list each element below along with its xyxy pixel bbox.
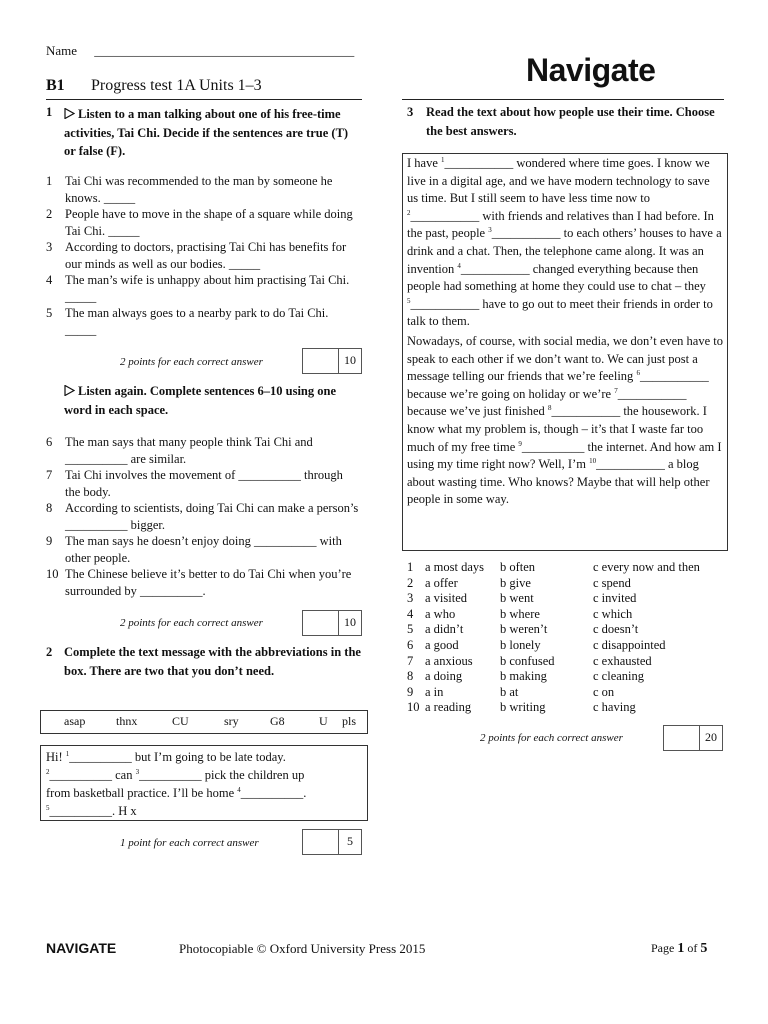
list-item: 4 The man’s wife is unhappy about him practising Tai Chi. _____ [46,273,350,304]
option-choice[interactable]: c doesn’t [593,622,639,637]
list-item: 7 Tai Chi involves the movement of __________ through the body. [46,468,343,499]
level-label: B1 [46,77,65,94]
option-choice[interactable]: c disappointed [593,637,666,652]
play-icon [64,108,75,119]
option-row [407,607,723,623]
option-row [407,591,723,607]
section1-instruction: Listen to a man talking about one of his free-time activities, Tai Chi. Decide if the sentences are true (T) or false (F). [64,107,349,158]
text-message-box [40,745,368,821]
section2-instruction: Complete the text message with the abbreviations in the box. There are two that you don’t need. [64,645,361,678]
option-number: 6 [407,637,414,652]
option-choice[interactable]: c exhausted [593,653,652,668]
option-choice[interactable]: b making [500,669,547,684]
option-number: 10 [407,700,420,715]
gap-number: 10 [589,456,597,465]
footer-brand: NAVIGATE [46,940,117,956]
option-row [407,638,723,654]
option-row [407,654,723,670]
section2-number: 2 [46,645,53,659]
points-note: 2 points for each correct answer [120,617,263,629]
option-number: 8 [407,669,414,684]
list-item: 10 The Chinese believe it’s better to do Tai Chi when you’re surrounded by __________. [46,567,352,598]
gap-number: 2 [407,208,411,217]
list-item: 9 The man says he doesn’t enjoy doing __________ with other people. [46,534,342,565]
play-icon [64,385,75,396]
header-rule-left [46,99,362,100]
section1-instruction2: Listen again. Complete sentences 6–10 using one word in each space. [64,384,336,417]
option-choice[interactable]: a visited [425,591,468,606]
gap-number: 8 [547,404,552,413]
list-item: 5 The man always goes to a nearby park to do Tai Chi. _____ [46,306,329,337]
points-note: 2 points for each correct answer [120,356,263,368]
section3-number: 3 [407,105,414,119]
word-box-item: G8 [270,714,285,728]
score-box: 5 [302,829,362,855]
option-number: 2 [407,575,414,590]
option-choice[interactable]: b weren’t [500,622,548,637]
gap-number: 6 [636,368,640,377]
list-item: 6 The man says that many people think Tai Chi and __________ are similar. [46,435,313,466]
gap-number: 1 [441,155,445,164]
section3-instruction: Read the text about how people use their time. Choose the best answers. [426,105,715,138]
option-number: 1 [407,560,414,574]
reading-text-box [402,153,728,551]
option-row [407,669,723,685]
message-line: $^5$__________. H x [46,803,137,818]
option-choice[interactable]: a didn’t [425,622,464,637]
score-box: 10 [302,348,362,374]
option-row [407,560,723,576]
list-item: 1 Tai Chi was recommended to the man by someone he knows. _____ [46,174,333,205]
footer-copyright: Photocopiable © Oxford University Press 2015 [179,941,426,956]
gap-number: 9 [518,439,522,448]
option-number: 4 [407,606,414,621]
gap-number: 5 [407,296,411,305]
option-choice[interactable]: a offer [425,575,458,590]
option-choice[interactable]: b went [500,591,534,606]
brand-logo: Navigate [526,52,656,88]
option-number: 5 [407,622,414,637]
option-choice[interactable]: c having [593,700,636,715]
option-choice[interactable]: c which [593,606,633,621]
header-rule-right [402,99,724,100]
gap-number: 4 [457,261,461,270]
option-choice[interactable]: c every now and then [593,560,700,574]
list-item: 3 According to doctors, practising Tai Chi has benefits for our minds as well as our bodies. _____ [46,240,347,271]
gap-number: 7 [614,386,618,395]
option-choice[interactable]: c cleaning [593,669,645,684]
option-choice[interactable]: b writing [500,700,546,715]
option-choice[interactable]: c spend [593,575,631,590]
option-choice[interactable]: b confused [500,653,555,668]
option-choice[interactable]: a in [425,684,444,699]
name-field[interactable]: ________________________________________ [94,43,355,58]
word-box-item: pls [342,714,357,728]
word-box [40,710,368,734]
option-choice[interactable]: b where [500,606,540,621]
message-line: Hi! $^1$__________ but I’m going to be late today. [46,749,286,764]
word-box-item: sry [224,714,239,728]
page-indicator: Page 1 of 5 [651,941,708,956]
options-table [407,560,723,716]
word-box-item: U [319,714,328,728]
word-box-item: thnx [116,714,138,728]
option-choice[interactable]: c invited [593,591,637,606]
list-item: 8 According to scientists, doing Tai Chi can make a person’s __________ bigger. [46,501,359,532]
option-choice[interactable]: a doing [425,669,463,684]
option-row [407,700,723,716]
word-box-item: asap [64,714,86,728]
option-number: 9 [407,684,414,699]
option-choice[interactable]: a good [425,637,459,652]
points-note: 2 points for each correct answer [480,732,623,744]
option-choice[interactable]: b at [500,684,519,699]
option-number: 7 [407,653,414,668]
option-choice[interactable]: b often [500,560,536,574]
score-box: 20 [663,725,723,751]
option-choice[interactable]: a most days [425,560,485,574]
option-choice[interactable]: b give [500,575,531,590]
option-choice[interactable]: a anxious [425,653,473,668]
message-line: from basketball practice. I’ll be home $^4$__________. [46,785,307,800]
name-label: Name [46,43,78,58]
word-box-item: CU [172,714,189,728]
option-choice[interactable]: b lonely [500,637,541,652]
option-choice[interactable]: a reading [425,700,472,715]
option-row [407,685,723,701]
section1-number: 1 [46,105,53,119]
option-row [407,622,723,638]
option-choice[interactable]: c on [593,684,615,699]
option-row [407,576,723,592]
name-row [46,43,354,59]
option-choice[interactable]: a who [425,606,456,621]
reading-paragraph: I have $^1$___________ wondered where time goes. I know we live in a digital age, and we have modern technology to save us time. But I still seem to have less time now to $^2$___________ with friends and relatives than I had before. In the past, people $^3$___________ to each others’ houses to have a drink and a chat. Then, the telephone came along. It was an invention $^4$___________ changed everything because then people had something at home they could use to chat – they $^5$___________ have to go out to meet their friends in order to talk to them. [407,155,722,329]
gap-number: 3 [488,226,492,235]
list-item: 2 People have to move in the shape of a square while doing Tai Chi. _____ [46,207,353,238]
option-number: 3 [407,591,414,606]
points-note: 1 point for each correct answer [120,837,259,849]
score-box: 10 [302,610,362,636]
test-title: Progress test 1A Units 1–3 [91,77,262,94]
message-line: $^2$__________ can $^3$__________ pick the children up [46,767,305,782]
reading-paragraph: Nowadays, of course, with social media, we don’t even have to speak to each other if we don’t want to. We can just post a message telling our friends that we’re feeling $^6$___________ because we’re going on holiday or we’re $^7$___________ because we’ve just finished $^8$___________ the housework. I know what my problem is, though – it’s that I waste far too much of my free time $^9$__________ the internet. And how am I using my time right now? Well, I’m $^{10}$___________ a blog about wasting time. Who knows? Maybe that will help other people in some way. [407,333,723,507]
